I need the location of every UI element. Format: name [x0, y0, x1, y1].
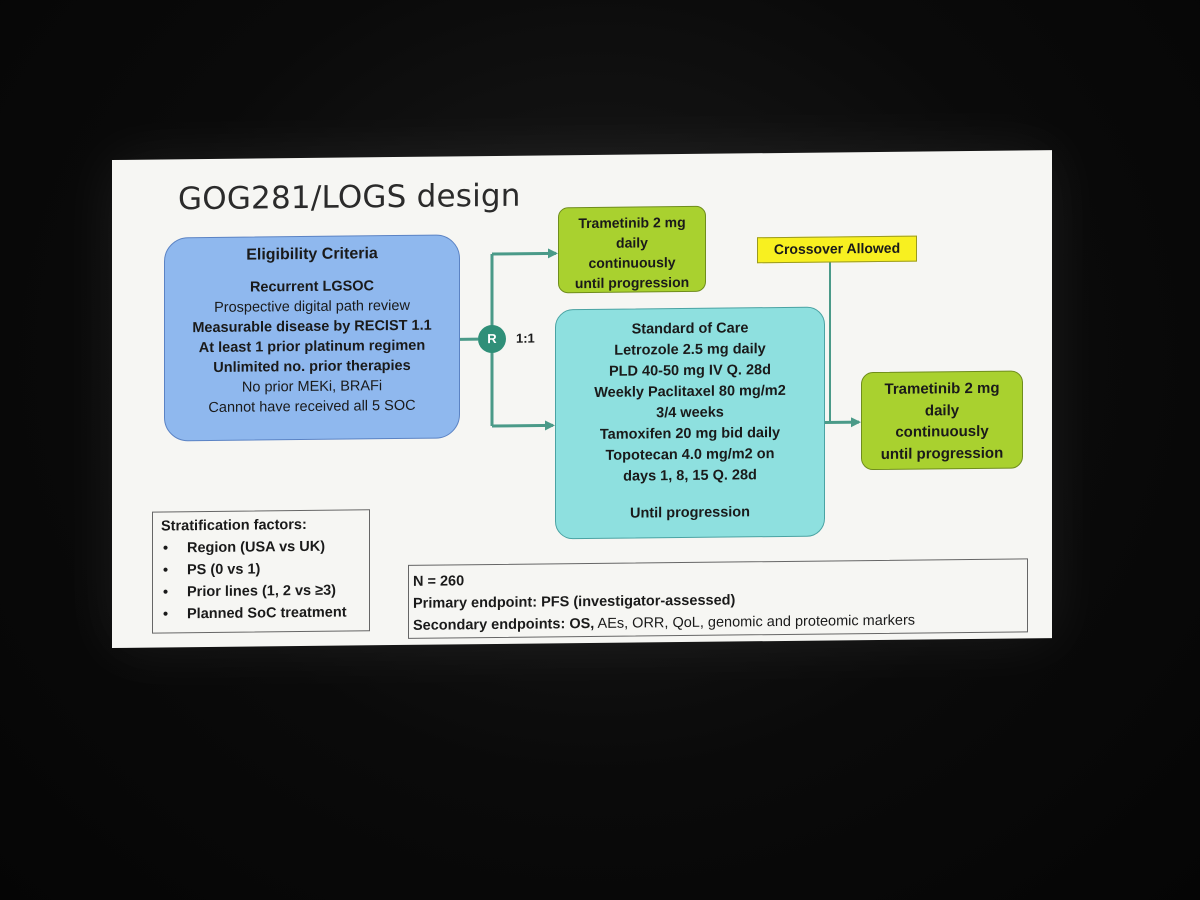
primary-endpoint-label: Primary endpoint: — [413, 594, 538, 612]
arm-line: continuously — [895, 422, 989, 441]
secondary-endpoints-os: OS, — [569, 615, 595, 633]
soc-line: Topotecan 4.0 mg/m2 on — [605, 446, 775, 464]
arm-line: Trametinib 2 mg — [578, 213, 686, 232]
soc-line: 3/4 weeks — [656, 404, 724, 422]
arm-line: until progression — [880, 444, 1004, 463]
randomization-ratio: 1:1 — [516, 330, 535, 346]
soc-line: PLD 40-50 mg IV Q. 28d — [609, 362, 771, 380]
eligibility-heading: Eligibility Criteria — [246, 245, 378, 264]
stratification-item: • Prior lines (1, 2 vs ≥3) — [161, 579, 369, 603]
stratification-box — [152, 509, 370, 633]
soc-line: Letrozole 2.5 mg daily — [614, 341, 766, 359]
eligibility-line: Recurrent LGSOC — [249, 278, 375, 296]
primary-endpoint-value: PFS (investigator-assessed) — [541, 592, 736, 611]
arm-line: daily — [924, 401, 960, 419]
stratification-list — [161, 535, 369, 625]
crossover-label: Crossover Allowed — [757, 236, 917, 264]
sample-size: N = 260 — [413, 573, 465, 590]
endpoints-box — [408, 558, 1028, 638]
arm-line: continuously — [588, 254, 676, 272]
secondary-endpoints-label: Secondary endpoints: — [413, 616, 566, 634]
eligibility-line: Unlimited no. prior therapies — [213, 357, 411, 376]
arrow-to-trametinib — [492, 253, 556, 254]
arm-line: Trametinib 2 mg — [884, 379, 1000, 398]
eligibility-criteria-box — [164, 234, 460, 441]
stratification-item: • PS (0 vs 1) — [161, 557, 369, 581]
eligibility-line: Measurable disease by RECIST 1.1 — [192, 317, 432, 337]
eligibility-line: Prospective digital path review — [214, 297, 410, 316]
presentation-slide — [112, 150, 1052, 648]
soc-line: Until progression — [629, 504, 751, 522]
standard-of-care-box — [555, 307, 825, 540]
stratification-heading: Stratification factors: — [161, 516, 307, 535]
eligibility-line: No prior MEKi, BRAFi — [241, 378, 383, 396]
stratification-item: • Planned SoC treatment — [161, 601, 369, 625]
eligibility-line: Cannot have received all 5 SOC — [208, 397, 416, 416]
slide-title: GOG281/LOGS design — [178, 177, 521, 218]
arm-line: daily — [616, 234, 648, 251]
randomization-node: R — [478, 325, 506, 353]
soc-line: Standard of Care — [631, 320, 749, 338]
stratification-item: • Region (USA vs UK) — [161, 535, 369, 559]
soc-line: Tamoxifen 20 mg bid daily — [599, 425, 781, 443]
soc-line: Weekly Paclitaxel 80 mg/m2 — [594, 382, 786, 401]
secondary-endpoints-rest: AEs, ORR, QoL, genomic and proteomic markers — [597, 612, 916, 632]
trametinib-arm-box — [558, 206, 706, 294]
arm-line: until progression — [574, 273, 690, 292]
crossover-trametinib-box — [861, 370, 1023, 470]
soc-line: days 1, 8, 15 Q. 28d — [623, 467, 757, 485]
arrow-to-soc — [492, 425, 553, 426]
eligibility-line: At least 1 prior platinum regimen — [198, 337, 426, 357]
